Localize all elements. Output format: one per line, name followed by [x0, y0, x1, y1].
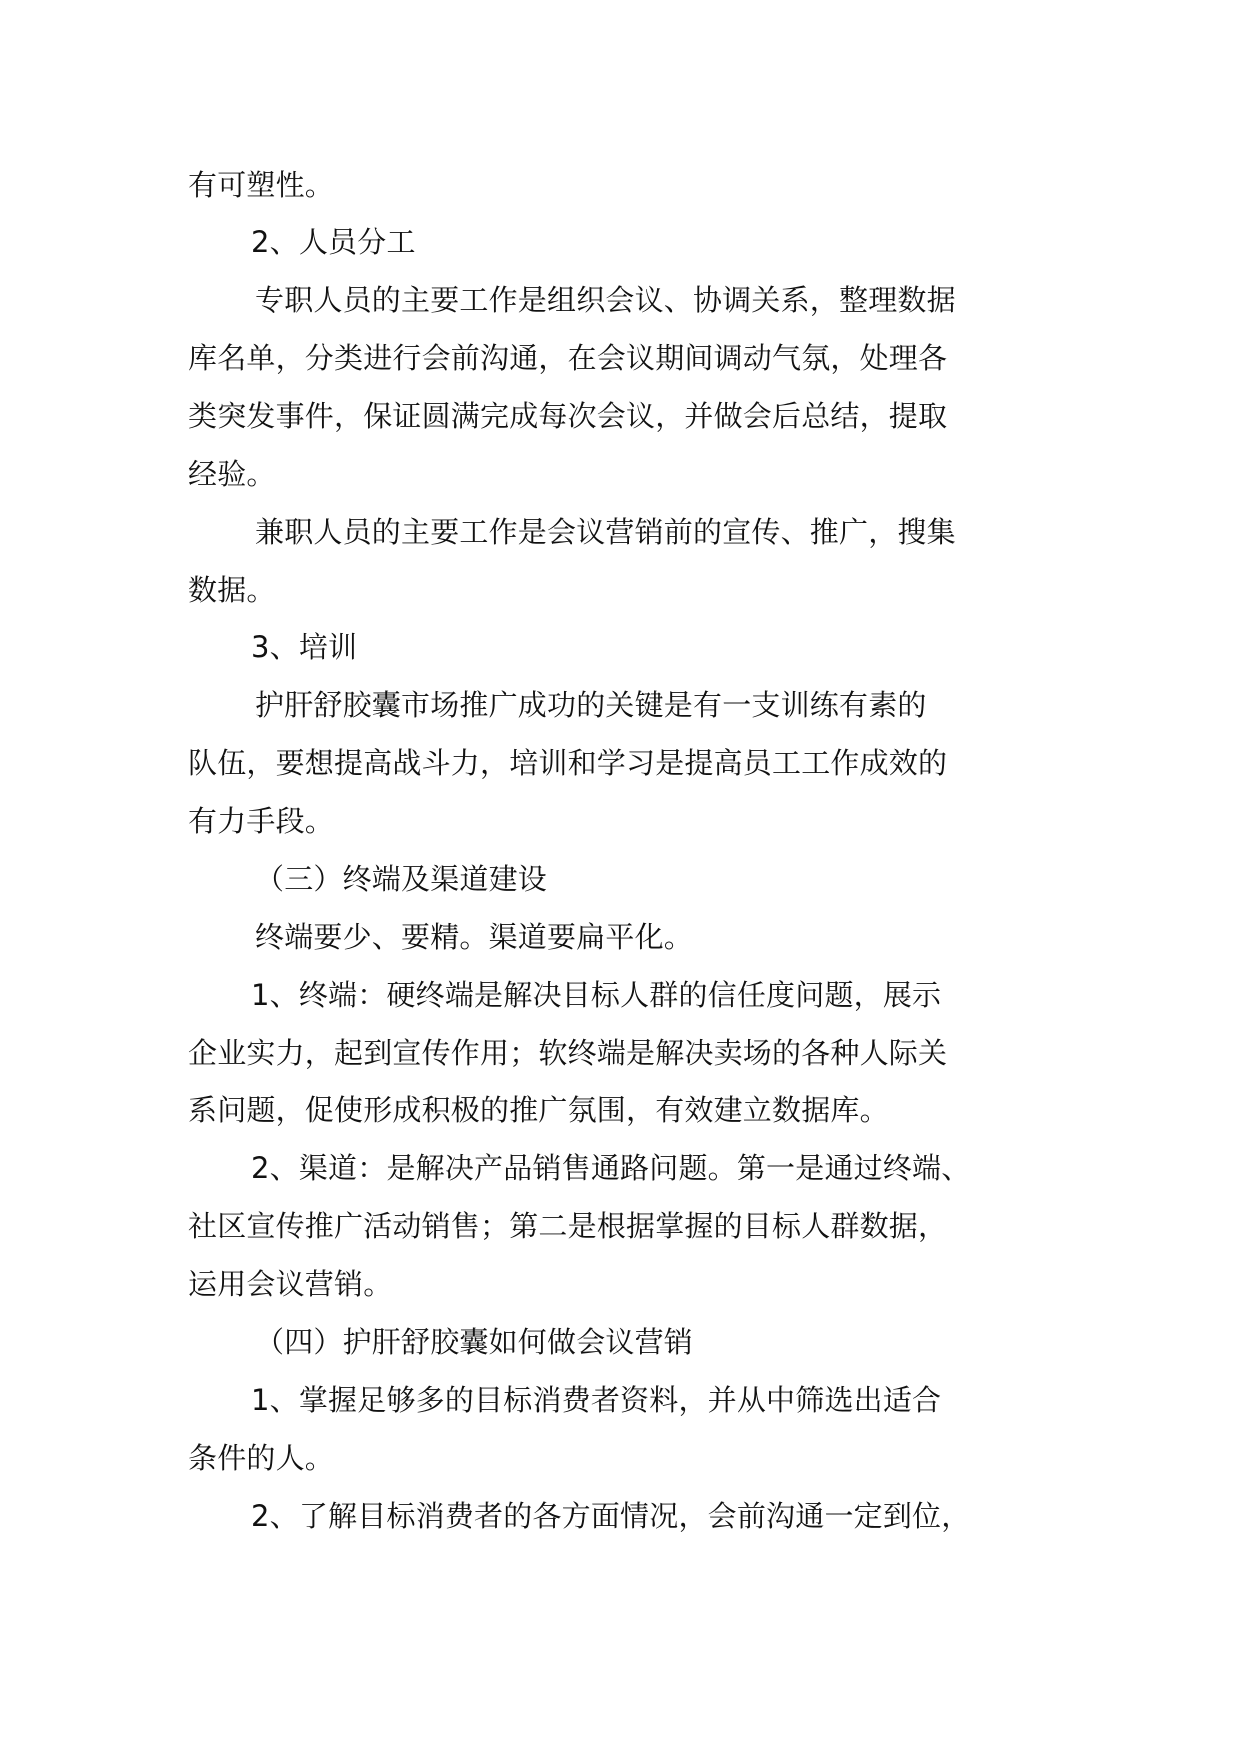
text-line: 类突发事件，保证圆满完成每次会议，并做会后总结，提取	[188, 399, 948, 433]
text-line: 2、渠道：是解决产品销售通路问题。第一是通过终端、	[251, 1151, 971, 1185]
text-line: 有力手段。	[188, 804, 335, 838]
text-line: 数据。	[188, 573, 276, 607]
text-line: 系问题，促使形成积极的推广氛围，有效建立数据库。	[188, 1093, 889, 1127]
text-line: 专职人员的主要工作是组织会议、协调关系，整理数据	[255, 283, 956, 317]
section-heading: （四）护肝舒胶囊如何做会议营销	[255, 1325, 694, 1359]
text-line: 1、掌握足够多的目标消费者资料，并从中筛选出适合	[251, 1383, 942, 1417]
text-line: 有可塑性。	[188, 168, 335, 202]
text-line: 兼职人员的主要工作是会议营销前的宣传、推广，搜集	[255, 515, 956, 549]
text-line: 2、了解目标消费者的各方面情况，会前沟通一定到位，	[251, 1499, 971, 1533]
text-line: 企业实力，起到宣传作用；软终端是解决卖场的各种人际关	[188, 1036, 948, 1070]
text-line: 条件的人。	[188, 1441, 335, 1475]
text-line: 社区宣传推广活动销售；第二是根据掌握的目标人群数据，	[188, 1209, 948, 1243]
section-heading: 2、人员分工	[251, 225, 416, 259]
text-line: 经验。	[188, 457, 276, 491]
text-line: 1、终端：硬终端是解决目标人群的信任度问题，展示	[251, 978, 942, 1012]
text-line: 运用会议营销。	[188, 1267, 393, 1301]
section-heading: （三）终端及渠道建设	[255, 862, 548, 896]
text-line: 护肝舒胶囊市场推广成功的关键是有一支训练有素的	[255, 688, 927, 722]
text-line: 终端要少、要精。渠道要扁平化。	[255, 920, 694, 954]
text-line: 库名单，分类进行会前沟通，在会议期间调动气氛，处理各	[188, 341, 948, 375]
text-line: 队伍，要想提高战斗力，培训和学习是提高员工工作成效的	[188, 746, 948, 780]
section-heading: 3、培训	[251, 630, 358, 664]
